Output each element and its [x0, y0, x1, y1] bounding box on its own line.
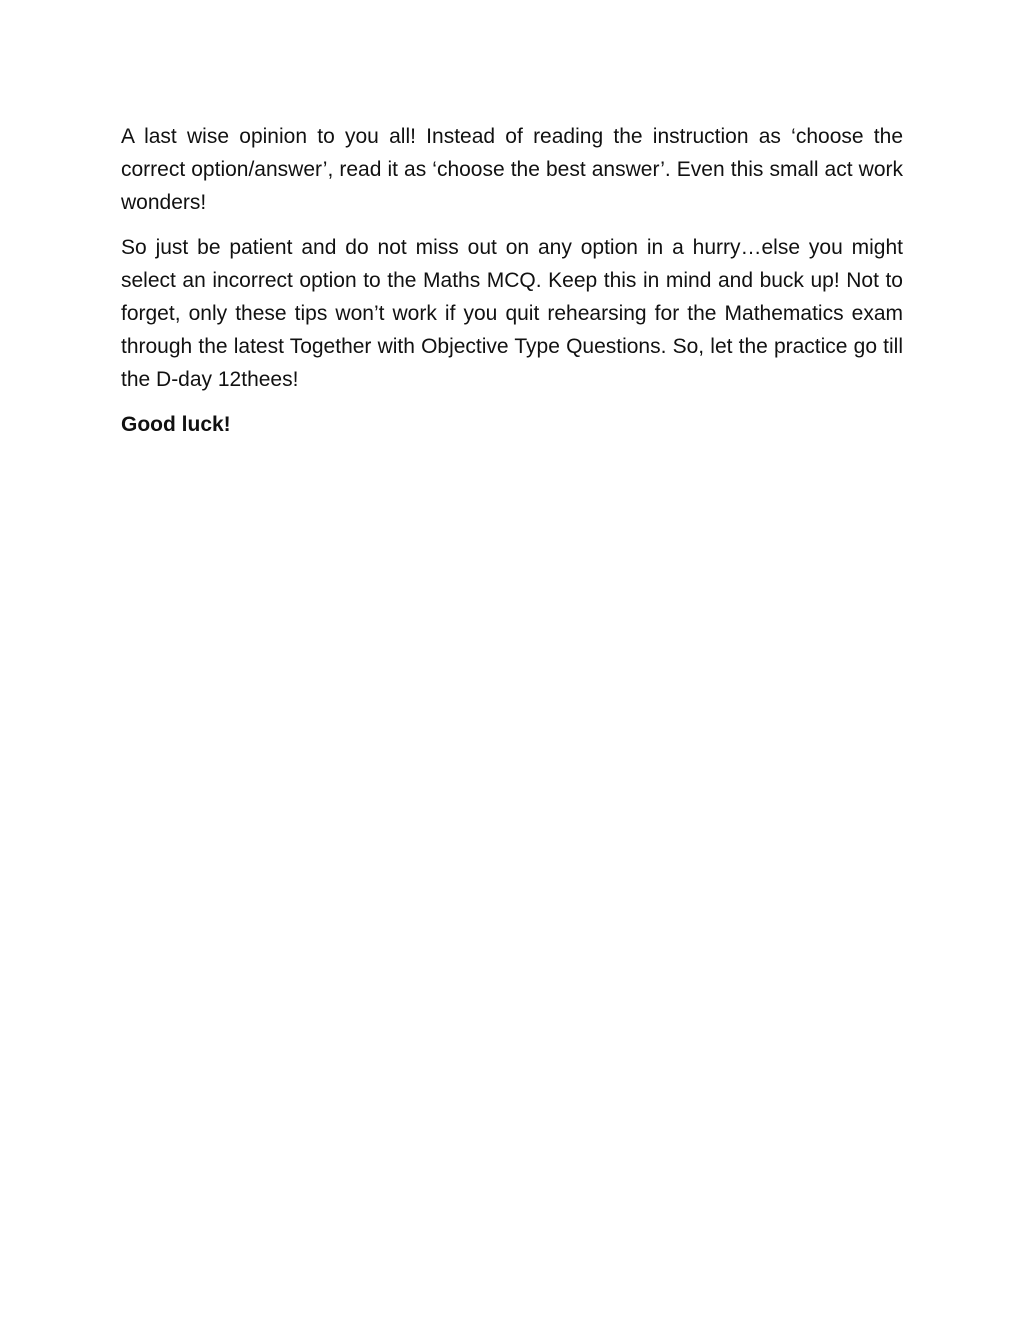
paragraph-patience: So just be patient and do not miss out on any option in a hurry…else you might select an incorrect option to the Maths MCQ. Keep this in mind and buck up! Not to forget, only these tips won’t work if you quit rehearsing for the Mathematics exam through the latest Together with Objective Type Questions. So, let the practice go till the D-day 12thees!: [121, 236, 903, 391]
document-body: [121, 120, 903, 441]
paragraph-advice: A last wise opinion to you all! Instead of reading the instruction as ‘choose the correct option/answer’, read it as ‘choose the best answer’. Even this small act work wonders!: [121, 125, 903, 214]
closing-line: Good luck!: [121, 413, 231, 436]
